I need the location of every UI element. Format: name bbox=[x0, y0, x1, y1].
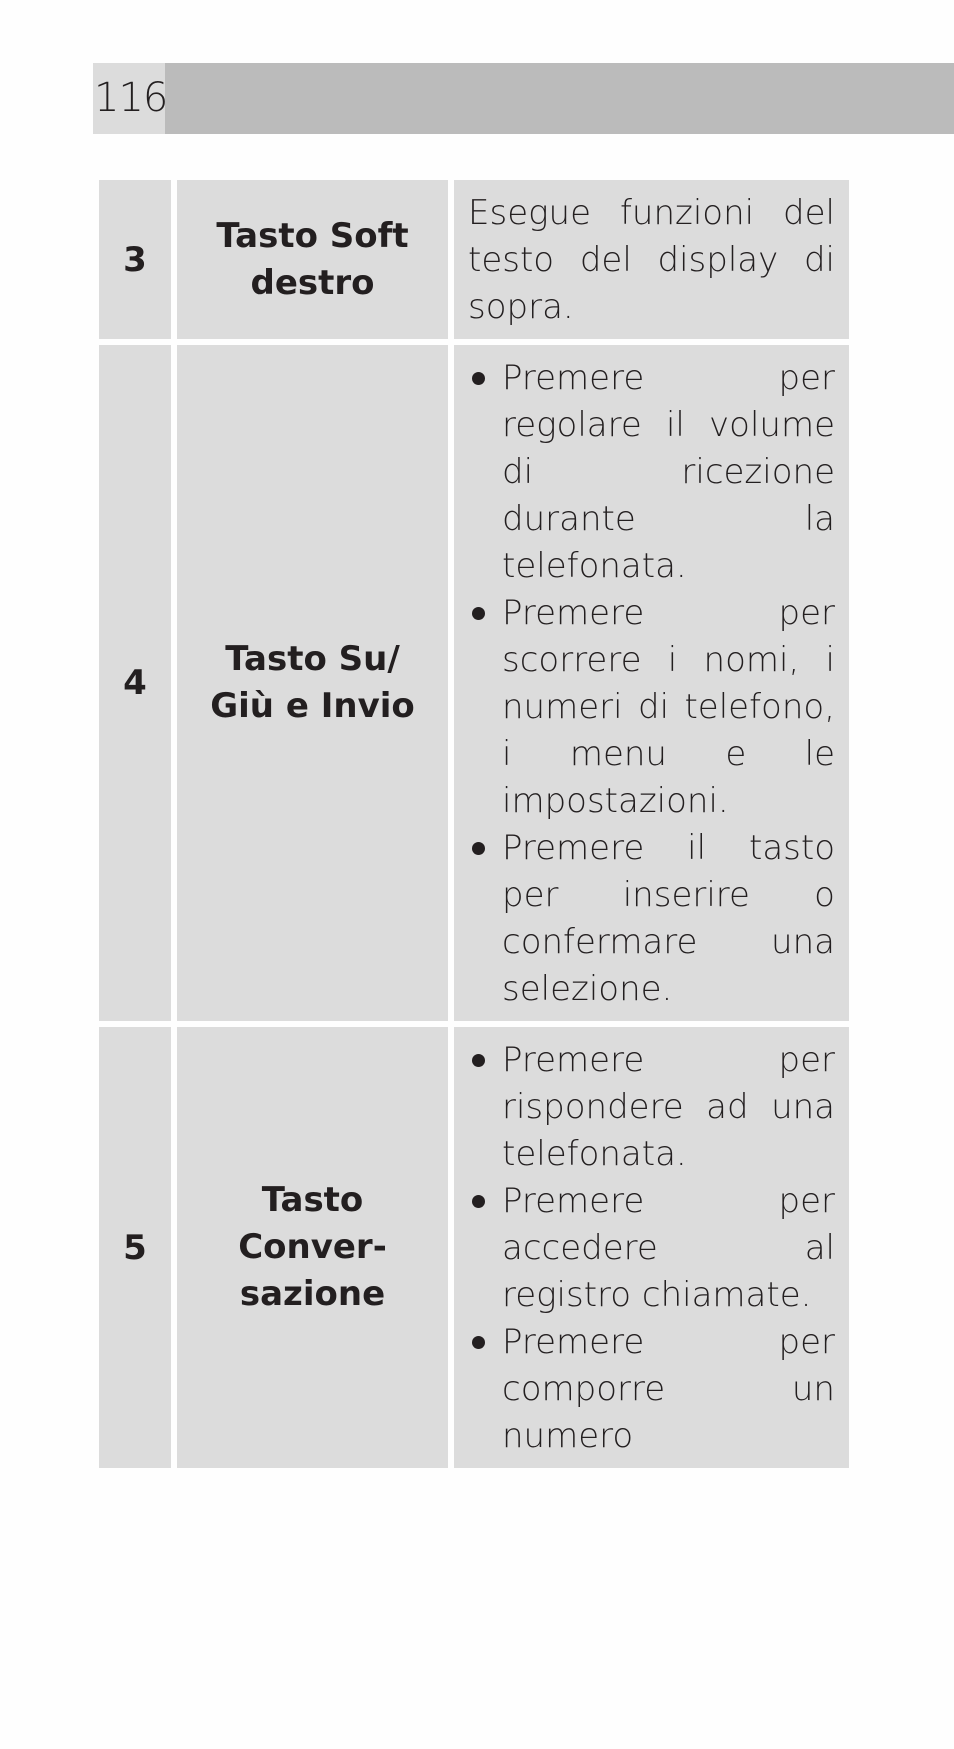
key-name-line: Tasto bbox=[261, 1180, 364, 1220]
row-number: 5 bbox=[99, 1027, 171, 1468]
description-bullets bbox=[468, 1037, 835, 1460]
row-number: 3 bbox=[99, 180, 171, 339]
key-name bbox=[177, 180, 448, 339]
key-name bbox=[177, 1027, 448, 1468]
key-name-line: Tasto Su/ bbox=[225, 639, 400, 679]
table-row bbox=[99, 180, 849, 339]
key-description bbox=[454, 1027, 849, 1468]
row-number: 4 bbox=[99, 345, 171, 1021]
table-row bbox=[99, 1027, 849, 1468]
key-name-line: Tasto Soft bbox=[216, 215, 409, 256]
list-item: Premere per accedere al registro chiamate. bbox=[468, 1178, 835, 1319]
header-bar bbox=[93, 63, 954, 134]
key-name-line: Conver- bbox=[238, 1227, 387, 1267]
list-item: Premere per rispondere ad una telefonata. bbox=[468, 1037, 835, 1178]
key-description bbox=[454, 180, 849, 339]
list-item: Premere il tasto per inserire o confermare una selezione. bbox=[468, 825, 835, 1013]
key-name-line: destro bbox=[250, 262, 375, 303]
list-item: Premere per scorrere i nomi, i numeri di telefono, i menu e le impostazioni. bbox=[468, 590, 835, 825]
key-name bbox=[177, 345, 448, 1021]
page-number: 116 bbox=[93, 63, 165, 134]
description-bullets bbox=[468, 355, 835, 1013]
key-name-line: sazione bbox=[239, 1274, 386, 1314]
key-description bbox=[454, 345, 849, 1021]
key-description-table bbox=[93, 174, 855, 1474]
list-item: Premere per comporre un numero bbox=[468, 1319, 835, 1460]
table-row bbox=[99, 345, 849, 1021]
description-text: Esegue funzioni del testo del display di sopra. bbox=[468, 193, 835, 327]
list-item: Premere per regolare il volume di ricezione durante la telefonata. bbox=[468, 355, 835, 590]
key-name-line: Giù e Invio bbox=[210, 686, 415, 726]
